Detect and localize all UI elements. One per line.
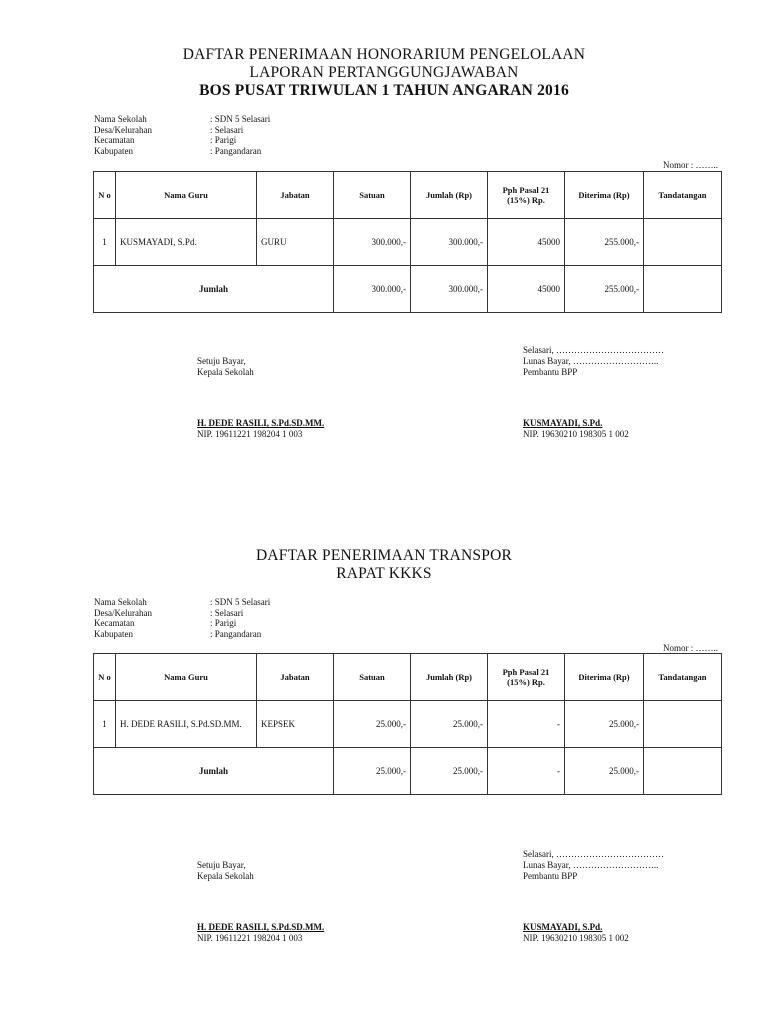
col-jabatan: Jabatan (257, 172, 334, 219)
cell-diterima: 255.000,- (565, 219, 644, 266)
cell-nama: H. DEDE RASILI, S.Pd.SD.MM. (116, 701, 257, 748)
col-satuan: Satuan (334, 172, 411, 219)
cell-pph: 45000 (488, 219, 565, 266)
nomor-label: Nomor : …….. (663, 160, 718, 170)
info-label: Desa/Kelurahan (94, 124, 152, 135)
title-line-2: RAPAT KKKS (336, 565, 432, 582)
kepala-sekolah: Kepala Sekolah (197, 871, 254, 881)
info-label: Desa/Kelurahan (94, 607, 152, 618)
cell-satuan: 300.000,- (334, 219, 411, 266)
signature-right (523, 849, 664, 944)
cell-jabatan: KEPSEK (257, 701, 334, 748)
signer-name: KUSMAYADI, S.Pd. (523, 418, 603, 428)
info-value: : Selasari (210, 124, 244, 135)
cell-jumlah: 25.000,- (411, 701, 488, 748)
title-line-1: DAFTAR PENERIMAAN TRANSPOR (255, 547, 512, 564)
total-tandatangan (644, 748, 722, 795)
col-nama-guru: Nama Guru (116, 654, 257, 701)
signature-left (197, 356, 324, 440)
document-title (0, 547, 768, 583)
title-line-3: BOS PUSAT TRIWULAN 1 TAHUN ANGARAN 2016 (199, 82, 569, 99)
info-value: : Parigi (210, 135, 237, 145)
signer-nip: NIP. 19611221 198204 1 003 (197, 933, 303, 943)
info-label: Kecamatan (94, 135, 135, 145)
payment-table (93, 653, 722, 795)
signer-name: H. DEDE RASILI, S.Pd.SD.MM. (197, 418, 325, 428)
payment-table (93, 171, 722, 313)
title-line-2: LAPORAN PERTANGGUNGJAWABAN (249, 64, 519, 81)
lunas-bayar: Lunas Bayar, ……………………….. (523, 356, 659, 366)
cell-pph: - (488, 701, 565, 748)
table-header (94, 654, 722, 701)
info-value: : Selasari (210, 607, 244, 618)
col-no: N o (94, 172, 116, 219)
signature-left (197, 860, 324, 944)
kepala-sekolah: Kepala Sekolah (197, 367, 254, 377)
col-pph: Pph Pasal 21 (15%) Rp. (488, 172, 565, 219)
cell-no: 1 (94, 701, 116, 748)
total-jumlah: 25.000,- (411, 748, 488, 795)
cell-diterima: 25.000,- (565, 701, 644, 748)
nomor-label: Nomor : …….. (663, 643, 718, 653)
col-jumlah: Jumlah (Rp) (411, 654, 488, 701)
col-no: N o (94, 654, 116, 701)
total-label: Jumlah (94, 266, 334, 313)
signer-nip: NIP. 19611221 198204 1 003 (197, 429, 303, 439)
total-tandatangan (644, 266, 722, 313)
table-total-row (94, 266, 722, 313)
col-jabatan: Jabatan (257, 654, 334, 701)
signer-nip: NIP. 19630210 198305 1 002 (523, 933, 629, 943)
total-satuan: 300.000,- (334, 266, 411, 313)
info-label: Nama Sekolah (94, 114, 147, 124)
col-tandatangan: Tandatangan (644, 654, 722, 701)
col-jumlah: Jumlah (Rp) (411, 172, 488, 219)
cell-tandatangan (644, 701, 722, 748)
total-label: Jumlah (94, 748, 334, 795)
col-nama-guru: Nama Guru (116, 172, 257, 219)
table-total-row (94, 748, 722, 795)
total-satuan: 25.000,- (334, 748, 411, 795)
table-header (94, 172, 722, 219)
lunas-bayar: Lunas Bayar, ……………………….. (523, 860, 659, 870)
info-label: Kecamatan (94, 618, 135, 628)
info-value: : Parigi (210, 618, 237, 628)
signer-name: KUSMAYADI, S.Pd. (523, 922, 603, 932)
pembantu-bpp: Pembantu BPP (523, 367, 578, 377)
info-value: : SDN 5 Selasari (210, 114, 271, 124)
cell-no: 1 (94, 219, 116, 266)
info-value: : SDN 5 Selasari (210, 597, 271, 607)
setuju-bayar: Setuju Bayar, (197, 356, 246, 366)
school-info (94, 597, 270, 639)
total-pph: 45000 (488, 266, 565, 313)
signer-nip: NIP. 19630210 198305 1 002 (523, 429, 629, 439)
total-diterima: 255.000,- (565, 266, 644, 313)
total-jumlah: 300.000,- (411, 266, 488, 313)
total-diterima: 25.000,- (565, 748, 644, 795)
col-satuan: Satuan (334, 654, 411, 701)
table-row (94, 701, 722, 748)
col-tandatangan: Tandatangan (644, 172, 722, 219)
school-info (94, 114, 270, 156)
title-line-1: DAFTAR PENERIMAAN HONORARIUM PENGELOLAAN (182, 46, 586, 63)
cell-tandatangan (644, 219, 722, 266)
info-value: : Pangandaran (210, 145, 262, 156)
col-diterima: Diterima (Rp) (565, 172, 644, 219)
info-value: : Pangandaran (210, 628, 262, 639)
col-pph: Pph Pasal 21 (15%) Rp. (488, 654, 565, 701)
info-label: Nama Sekolah (94, 597, 147, 607)
cell-jabatan: GURU (257, 219, 334, 266)
setuju-bayar: Setuju Bayar, (197, 860, 246, 870)
cell-satuan: 25.000,- (334, 701, 411, 748)
info-label: Kabupaten (94, 628, 133, 639)
col-diterima: Diterima (Rp) (565, 654, 644, 701)
place-date: Selasari, ……………………………… (523, 849, 664, 859)
cell-nama: KUSMAYADI, S.Pd. (116, 219, 257, 266)
place-date: Selasari, ……………………………… (523, 345, 664, 355)
signature-right (523, 345, 664, 440)
total-pph: - (488, 748, 565, 795)
document-title (0, 46, 768, 100)
info-label: Kabupaten (94, 145, 133, 156)
signer-name: H. DEDE RASILI, S.Pd.SD.MM. (197, 922, 325, 932)
cell-jumlah: 300.000,- (411, 219, 488, 266)
table-row (94, 219, 722, 266)
pembantu-bpp: Pembantu BPP (523, 871, 578, 881)
